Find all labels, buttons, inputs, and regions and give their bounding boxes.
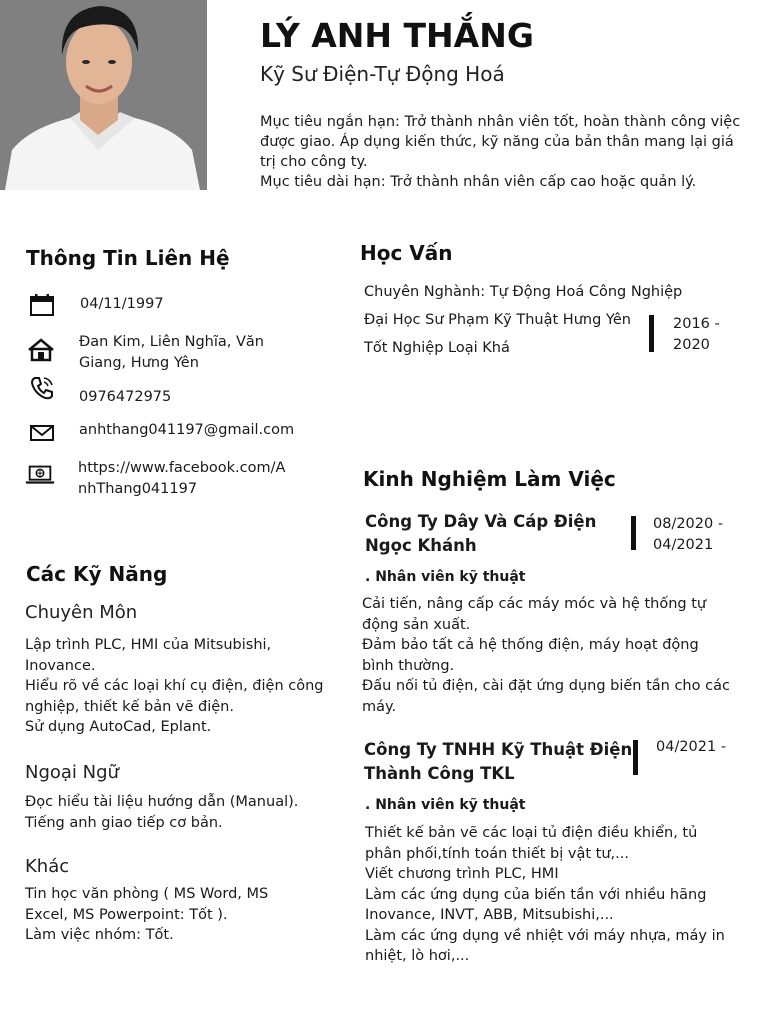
- phone-number: 0976472975: [79, 389, 172, 405]
- laptop-web-icon: [25, 462, 55, 488]
- education-period: 2016 - 2020: [673, 316, 720, 353]
- experience-heading: Kinh Nghiệm Làm Việc: [363, 467, 616, 491]
- divider-bar: [633, 740, 638, 775]
- contact-heading: Thông Tin Liên Hệ: [26, 246, 230, 270]
- job-period: 04/2021 -: [656, 739, 727, 755]
- profile-photo: [0, 0, 207, 190]
- address: Đan Kim, Liên Nghĩa, Văn Giang, Hưng Yên: [79, 334, 264, 371]
- job-description: Cải tiến, nâng cấp các máy móc và hệ thống tự động sản xuất. Đảm bảo tất cả hệ thống điện, máy hoạt động bình thường. Đấu nối tủ điện, cài đặt ứng dụng biến tần cho các máy.: [362, 596, 730, 715]
- job-company: Công Ty Dây Và Cáp Điện Ngọc Khánh: [365, 512, 597, 555]
- divider-bar: [649, 315, 654, 352]
- job-position: . Nhân viên kỹ thuật: [365, 797, 526, 813]
- language-heading: Ngoại Ngữ: [25, 762, 119, 783]
- job-position: . Nhân viên kỹ thuật: [365, 569, 526, 585]
- candidate-name: LÝ ANH THẮNG: [260, 16, 534, 55]
- short-term-objective: Mục tiêu ngắn hạn: Trở thành nhân viên tốt, hoàn thành công việc được giao. Áp dụng kiến thức, kỹ năng của bản thân mang lại giá trị cho công ty.: [260, 114, 745, 170]
- email-address[interactable]: anhthang041197@gmail.com: [79, 422, 295, 438]
- skills-heading: Các Kỹ Năng: [26, 562, 168, 586]
- long-term-objective: Mục tiêu dài hạn: Trở thành nhân viên cấp cao hoặc quản lý.: [260, 174, 697, 190]
- education-school: Đại Học Sư Phạm Kỹ Thuật Hưng Yên: [364, 312, 631, 328]
- facebook-link[interactable]: https://www.facebook.com/A nhThang041197: [78, 460, 286, 497]
- home-icon: [26, 337, 56, 363]
- education-major: Chuyên Nghành: Tự Động Hoá Công Nghiệp: [364, 284, 683, 300]
- divider-bar: [631, 516, 636, 550]
- job-title: Kỹ Sư Điện-Tự Động Hoá: [260, 62, 505, 86]
- other-skills-text: Tin học văn phòng ( MS Word, MS Excel, MS Powerpoint: Tốt ). Làm việc nhóm: Tốt.: [25, 886, 269, 943]
- job-period: 08/2020 - 04/2021: [653, 516, 724, 553]
- specialty-text: Lập trình PLC, HMI của Mitsubishi, Inovance. Hiểu rõ về các loại khí cụ điện, điện công nghiệp, thiết kế bản vẽ điện. Sử dụng AutoCad, Eplant.: [25, 637, 324, 735]
- career-objectives: [260, 112, 750, 192]
- job-company: Công Ty TNHH Kỹ Thuật Điện Thành Công TKL: [364, 740, 633, 783]
- language-text: Đọc hiểu tài liệu hướng dẫn (Manual). Tiếng anh giao tiếp cơ bản.: [25, 794, 299, 831]
- birthday: 04/11/1997: [80, 296, 164, 312]
- education-heading: Học Vấn: [360, 241, 453, 265]
- calendar-icon: [27, 292, 57, 318]
- email-icon: [27, 420, 57, 446]
- specialty-heading: Chuyên Môn: [25, 602, 138, 623]
- job-description: Thiết kế bản vẽ các loại tủ điện điều khiển, tủ phân phối,tính toán thiết bị vật tư,... Viết chương trình PLC, HMI Làm các ứng dụng của biến tần với nhiều hãng Inovance, INVT, ABB, Mitsubishi,... Làm các ứng dụng về nhiệt với máy nhựa, máy in nhiệt, lò hơi,...: [365, 825, 725, 964]
- other-skills-heading: Khác: [25, 856, 70, 877]
- phone-icon: [27, 375, 57, 401]
- education-grade: Tốt Nghiệp Loại Khá: [364, 340, 510, 356]
